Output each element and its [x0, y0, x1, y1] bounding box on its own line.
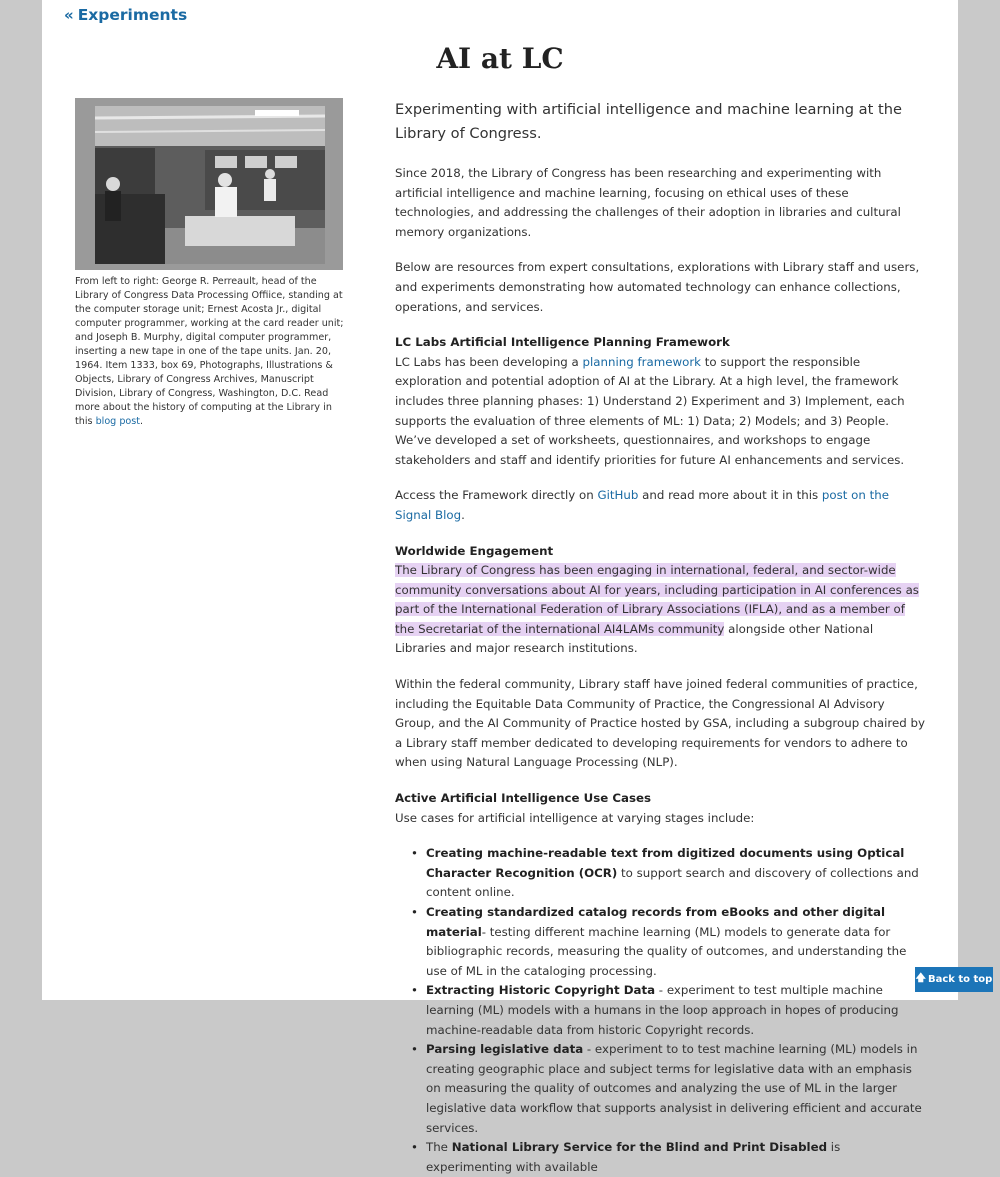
use-cases-intro: Use cases for artificial intelligence at varying stages include:: [395, 810, 755, 825]
access-text-before: Access the Framework directly on: [395, 488, 598, 503]
planning-framework-link[interactable]: planning framework: [582, 354, 702, 369]
use-case-text: is experimenting with available: [426, 1140, 841, 1174]
list-item: [426, 1138, 925, 1177]
photo-caption: [75, 275, 351, 429]
arrow-up-icon: 🡅: [915, 973, 926, 984]
access-text-end: .: [461, 507, 465, 522]
use-case-text: to support search and discovery of collections and content online.: [426, 865, 919, 900]
back-to-top-button[interactable]: [915, 967, 993, 992]
intro-paragraph: Since 2018, the Library of Congress has been researching and experimenting with artificial intelligence and machine learning, focusing on ethical uses of these technologies, and addressing the challenges of their adoption in libraries and cultural memory organizations.: [395, 166, 901, 239]
caption-end: .: [140, 416, 144, 427]
access-text-mid: and read more about it in this: [638, 488, 822, 503]
highlighted-text: The Library of Congress has been engaging in international, federal, and sector-wide community conversations about AI for years, including participation in AI conferences as part of the International Federation of Library Associations (IFLA), and as a member of the Secretariat of the international AI4LAMs community: [395, 563, 919, 636]
worldwide-paragraph: [395, 561, 925, 659]
lead-paragraph: Experimenting with artificial intelligence and machine learning at the Library of Congress.: [395, 101, 902, 142]
list-item: [426, 903, 925, 981]
worldwide-heading: Worldwide Engagement: [395, 543, 554, 558]
worldwide-text-rest: alongside other National Libraries and major research institutions.: [395, 621, 874, 656]
list-item: [426, 1040, 925, 1138]
page-title: AI at LC: [436, 42, 564, 75]
use-case-title: National Library Service for the Blind and Print Disabled: [451, 1140, 828, 1155]
framework-text-after: to support the responsible exploration and potential adoption of AI at the Library. At a high level, the framework includes three planning phases: 1) Understand 2) Experiment and 3) Implement, each supports the evaluation of three elements of ML: 1) Data; 2) Models; and 3) People. We’ve developed a set of worksheets, questionnaires, and workshops to engage stakeholders and staff and identify priorities for future AI enhancements and services.: [395, 354, 905, 467]
federal-paragraph: Within the federal community, Library staff have joined federal communities of practice, including the Equitable Data Community of Practice, the Congressional AI Advisory Group, and the AI Community of Practice hosted by GSA, including a subgroup chaired by a Library staff member dedicated to developing requirements for vendors to adhere to when using Natural Language Processing (NLP).: [395, 677, 925, 770]
back-to-top-label: Back to top: [927, 974, 993, 985]
access-paragraph: [395, 486, 925, 525]
framework-text-before: LC Labs has been developing a: [395, 354, 583, 369]
use-case-title: Extracting Historic Copyright Data: [426, 983, 656, 998]
use-case-title: Creating machine-readable text from digitized documents using Optical Character Recognition (OCR): [426, 846, 905, 880]
resources-paragraph: Below are resources from expert consultations, explorations with Library staff and users, and experiments demonstrating how automated technology can enhance collections, operations, and services.: [395, 260, 920, 314]
breadcrumb-experiments-link[interactable]: [64, 6, 187, 24]
historic-computer-room-photo: [75, 98, 343, 270]
github-link[interactable]: GitHub: [597, 488, 639, 503]
use-case-text: - experiment to to test machine learning (ML) models in creating geographic place and subject terms for legislative data with an emphasis on measuring the quality of outcomes and analyzing the use of ML in the larger legislative data workflow that supports analysist in delivering efficient and accurate services.: [426, 1042, 922, 1135]
signal-blog-link[interactable]: post on the Signal Blog: [395, 488, 889, 522]
double-chevron-left-icon: «: [64, 6, 74, 24]
breadcrumb-label: Experiments: [77, 6, 188, 24]
use-case-text: - testing different machine learning (ML) models to generate data for bibliographic records, measuring the quality of outcomes, and understanding the use of ML in the cataloging processing.: [426, 924, 907, 978]
page-content: [42, 0, 958, 1174]
use-cases-heading: Active Artificial Intelligence Use Cases: [395, 791, 652, 806]
framework-paragraph: [395, 353, 925, 471]
list-item: [426, 981, 925, 1040]
use-case-prefix: The: [426, 1140, 452, 1155]
blog-post-link[interactable]: blog post: [95, 416, 141, 427]
figure: [75, 98, 351, 429]
main-column: [395, 98, 925, 1177]
caption-text: From left to right: George R. Perreault, head of the Library of Congress Data Processing Offiice, standing at the computer storage unit; Ernest Acosta Jr., digital computer programmer, working at the card reader unit; and Joseph B. Murphy, digital computer programmer, inserting a new tape in one of the tape units. Jan. 20, 1964. Item 1333, box 69, Photographs, Illustrations & Objects, Library of Congress Archives, Manuscript Division, Library of Congress, Washington, D.C. Read more about the history of computing at the Library in this: [75, 276, 344, 427]
use-cases-list: [395, 844, 925, 1177]
list-item: [426, 844, 925, 903]
framework-heading: LC Labs Artificial Intelligence Planning Framework: [395, 335, 730, 350]
use-case-title: Creating standardized catalog records from eBooks and other digital material: [426, 905, 886, 939]
use-case-title: Parsing legislative data: [426, 1042, 584, 1057]
use-case-text: - experiment to test multiple machine learning (ML) models with a humans in the loop approach in hopes of producing machine-readable data from historic Copyright records.: [426, 983, 899, 1037]
